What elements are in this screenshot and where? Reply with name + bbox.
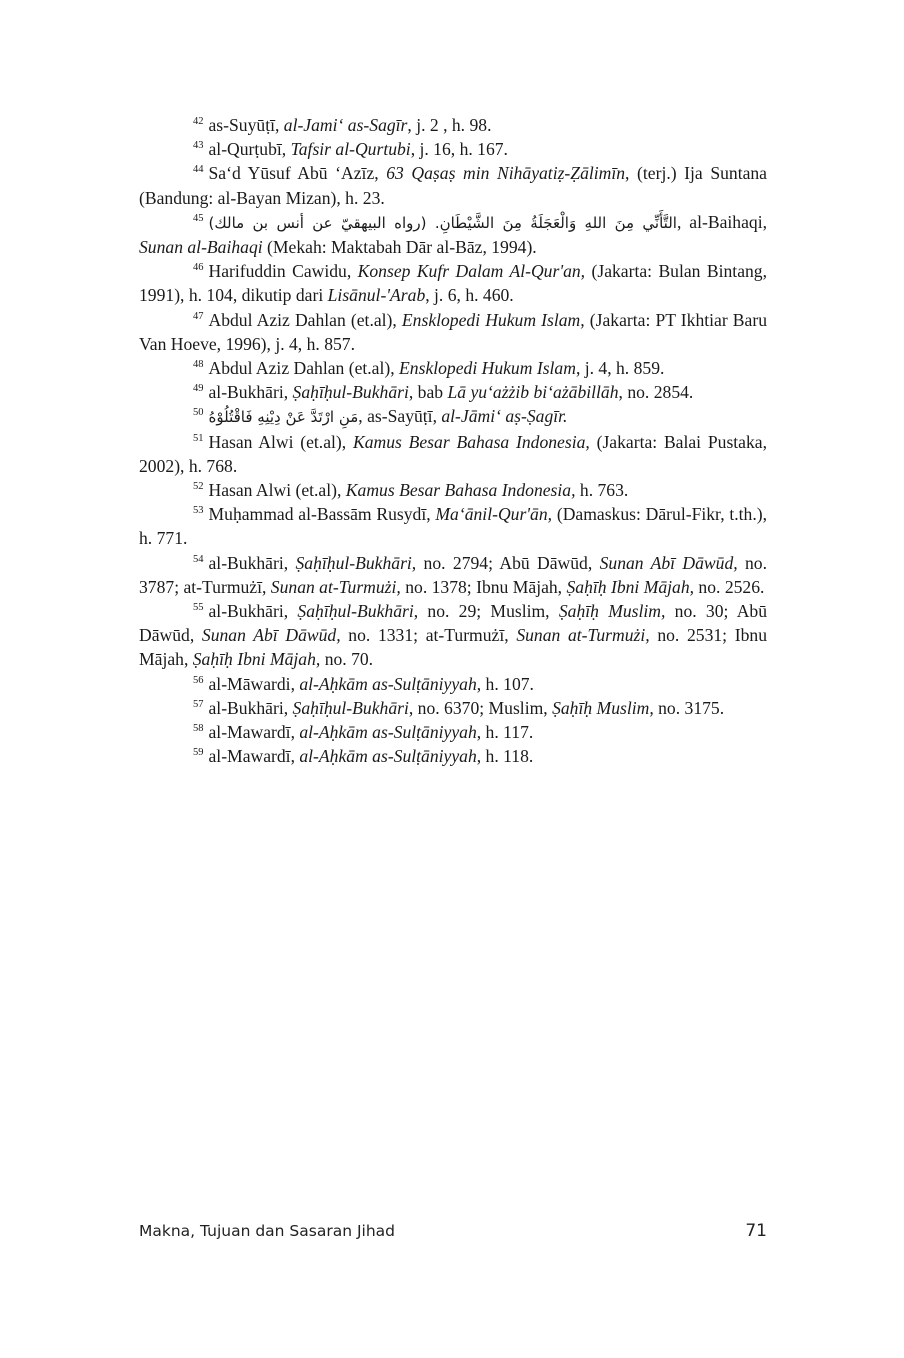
footnote-42 <box>139 113 767 137</box>
citation-text: al-Bukhāri, <box>208 601 298 622</box>
citation-text: al-Bukhāri, <box>208 552 296 573</box>
italic-title: Ensklopedi Hukum Islam, <box>401 309 585 330</box>
footnote-number: 48 <box>193 359 204 371</box>
footnote-59 <box>139 744 767 768</box>
italic-title: al-Aḥkām as-Sulṭāniyyah <box>299 722 477 743</box>
citation-text: , bab <box>408 382 448 403</box>
citation-text: no. 2794; Abū Dāwūd, <box>416 552 600 573</box>
italic-title: Sunan al-Baihaqi <box>139 237 263 258</box>
citation-text: (Jakarta: Bulan Bintang, 1991), h. 104, dikutip dari <box>139 261 767 306</box>
italic-title: Lisānul-'Arab <box>327 285 426 306</box>
citation-text: al-Mawardī, <box>208 722 300 743</box>
citation-text: no. 2531; Ibnu Mājah, <box>139 625 768 670</box>
footnote-number: 50 <box>193 407 204 419</box>
arabic-text: مَنِ ارْتَدَّ عَنْ دِيْنِهِ فَاقْتُلُوْهُ <box>208 408 359 427</box>
citation-text: Harifuddin Cawidu, <box>208 261 358 282</box>
citation-text: no. 3175. <box>653 697 725 718</box>
footnote-number: 51 <box>193 432 204 444</box>
footnote-number: 52 <box>193 481 204 493</box>
citation-text: , no. 2854. <box>618 382 694 403</box>
citation-text: al-Bukhāri, <box>208 697 293 718</box>
footnote-number: 53 <box>193 505 204 517</box>
citation-text: , j. 2 , h. 98. <box>407 115 492 135</box>
citation-text: al-Mawardī, <box>208 746 300 767</box>
italic-title: Lā yu‘ażżib bi‘ażābillāh <box>447 382 619 403</box>
running-footer-title: Makna, Tujuan dan Sasaran Jihad <box>139 1222 395 1240</box>
citation-text: Muḥammad al-Bassām Rusydī, <box>208 504 436 525</box>
italic-title: Sunan at-Turmużi, <box>270 576 401 597</box>
footnote-number: 54 <box>193 553 204 565</box>
footnote-number: 45 <box>193 212 204 224</box>
footnote-45 <box>139 210 767 259</box>
italic-title: al-Jāmi‘ aṣ-Ṣagīr. <box>441 406 568 427</box>
footnote-52 <box>139 478 767 502</box>
citation-text: Abdul Aziz Dahlan (et.al), <box>208 358 400 379</box>
italic-title: Ṣaḥīḥ Ibni Mājah, <box>566 576 695 597</box>
citation-text: al-Māwardi, <box>208 673 300 694</box>
citation-text: (Jakarta: PT Ikhtiar Baru Van Hoeve, 1996), j. 4, h. 857. <box>139 309 768 354</box>
italic-title: Sunan Abī Dāwūd, <box>201 625 341 646</box>
italic-title: Tafsir al-Qurtubi <box>290 139 411 160</box>
citation-text: Sa‘d Yūsuf Abū ‘Azīz, <box>208 163 387 184</box>
italic-title: al-Aḥkām as-Sulṭāniyyah <box>299 746 477 767</box>
footnote-number: 58 <box>193 723 204 735</box>
citation-text: al-Bukhāri, <box>208 382 293 403</box>
citation-text: h. 763. <box>575 480 629 501</box>
italic-title: al-Jami‘ as-Sagīr <box>283 115 408 135</box>
citation-text: , (terj.) Ija Suntana (Bandung: al-Bayan Mizan), h. 23. <box>139 163 767 208</box>
italic-title: Ṣaḥīḥul-Bukhāri <box>292 697 409 718</box>
citation-text: , al-Baihaqi, <box>676 211 767 232</box>
citation-text: , no. 6370; Muslim, <box>408 697 553 718</box>
footnote-number: 57 <box>193 698 204 710</box>
footnote-51 <box>139 430 767 478</box>
italic-title: 63 Qaṣaṣ min Nihāyatiẓ-Ẓālimīn <box>386 163 626 184</box>
footnote-43 <box>139 137 767 161</box>
italic-title: Ensklopedi Hukum Islam <box>399 358 576 379</box>
footnote-47 <box>139 308 767 356</box>
arabic-text: التَّأَنِّي مِنَ اللهِ وَالْعَجَلَةُ مِنَ الشَّيْطَانِ. (رواه البيهقيّ عن أنس بن مالك) <box>208 213 677 232</box>
footnote-48 <box>139 356 767 380</box>
footnote-number: 46 <box>193 262 204 274</box>
footnote-number: 47 <box>193 310 204 322</box>
footnote-number: 56 <box>193 674 204 686</box>
citation-text: , h. 118. <box>476 746 534 767</box>
footnote-46 <box>139 259 767 307</box>
footnote-number: 42 <box>193 116 204 127</box>
citation-text: (Jakarta: Balai Pustaka, 2002), h. 768. <box>139 431 767 476</box>
citation-text: (Damaskus: Dārul-Fikr, t.th.), h. 771. <box>139 504 768 549</box>
citation-text: Hasan Alwi (et.al), <box>208 480 346 501</box>
citation-text: , j. 6, h. 460. <box>425 285 514 306</box>
italic-title: Ṣaḥīḥul-Bukhāri <box>297 601 414 622</box>
citation-text: as-Suyūṭī, <box>208 115 284 135</box>
citation-text: no. 30; Abū Dāwūd, <box>139 601 767 646</box>
citation-text: , j. 4, h. 859. <box>575 358 665 379</box>
footnote-number: 43 <box>193 140 204 152</box>
citation-text: no. 1378; Ibnu Mājah, <box>400 576 567 597</box>
citation-text: Hasan Alwi (et.al), <box>208 431 353 452</box>
citation-text: , j. 16, h. 167. <box>410 139 508 160</box>
italic-title: Sunan at-Turmużi, <box>516 625 650 646</box>
page-footer <box>139 1222 767 1246</box>
italic-title: Ṣaḥīḥ Muslim, <box>552 697 654 718</box>
footnote-50 <box>139 404 767 429</box>
footnote-56 <box>139 672 767 696</box>
footnote-44 <box>139 161 767 209</box>
citation-text: no. 3787; at-Turmużī, <box>139 552 768 597</box>
footnote-49 <box>139 380 767 404</box>
footnote-number: 44 <box>193 164 204 176</box>
italic-title: Ṣaḥīḥul-Bukhāri, <box>295 552 417 573</box>
footnote-53 <box>139 502 767 550</box>
footnote-number: 55 <box>193 602 204 614</box>
footnote-number: 49 <box>193 383 204 395</box>
italic-title: al-Aḥkām as-Sulṭāniyyah <box>299 673 477 694</box>
citation-text: Abdul Aziz Dahlan (et.al), <box>208 309 402 330</box>
footnote-58 <box>139 720 767 744</box>
citation-text: , h. 107. <box>476 673 534 694</box>
footnote-55 <box>139 599 767 672</box>
citation-text: , as-Sayūṭī, <box>358 406 442 427</box>
citation-text: , h. 117. <box>476 722 534 743</box>
italic-title: Kamus Besar Bahasa Indonesia, <box>352 431 590 452</box>
citation-text: no. 70. <box>320 649 374 670</box>
footnote-54 <box>139 551 767 599</box>
italic-title: Sunan Abī Dāwūd, <box>599 552 738 573</box>
italic-title: Ṣaḥīḥ Ibni Mājah, <box>192 649 321 670</box>
italic-title: Ma‘ānil-Qur'ān, <box>435 504 553 525</box>
italic-title: Ṣaḥīḥ Muslim, <box>558 601 666 622</box>
italic-title: Konsep Kufr Dalam Al-Qur'an, <box>357 261 586 282</box>
citation-text: (Mekah: Maktabah Dār al-Bāz, 1994). <box>262 237 537 258</box>
citation-text: al-Qurṭubī, <box>208 139 291 160</box>
citation-text: , no. 29; Muslim, <box>413 601 559 622</box>
page-number: 71 <box>745 1221 767 1241</box>
italic-title: Ṣaḥīḥul-Bukhāri <box>292 382 409 403</box>
citation-text: no. 2526. <box>694 576 765 597</box>
footnotes-section <box>139 113 767 768</box>
italic-title: Kamus Besar Bahasa Indonesia, <box>345 480 576 501</box>
citation-text: no. 1331; at-Turmużī, <box>340 625 517 646</box>
footnote-57 <box>139 696 767 720</box>
footnote-number: 59 <box>193 747 204 759</box>
